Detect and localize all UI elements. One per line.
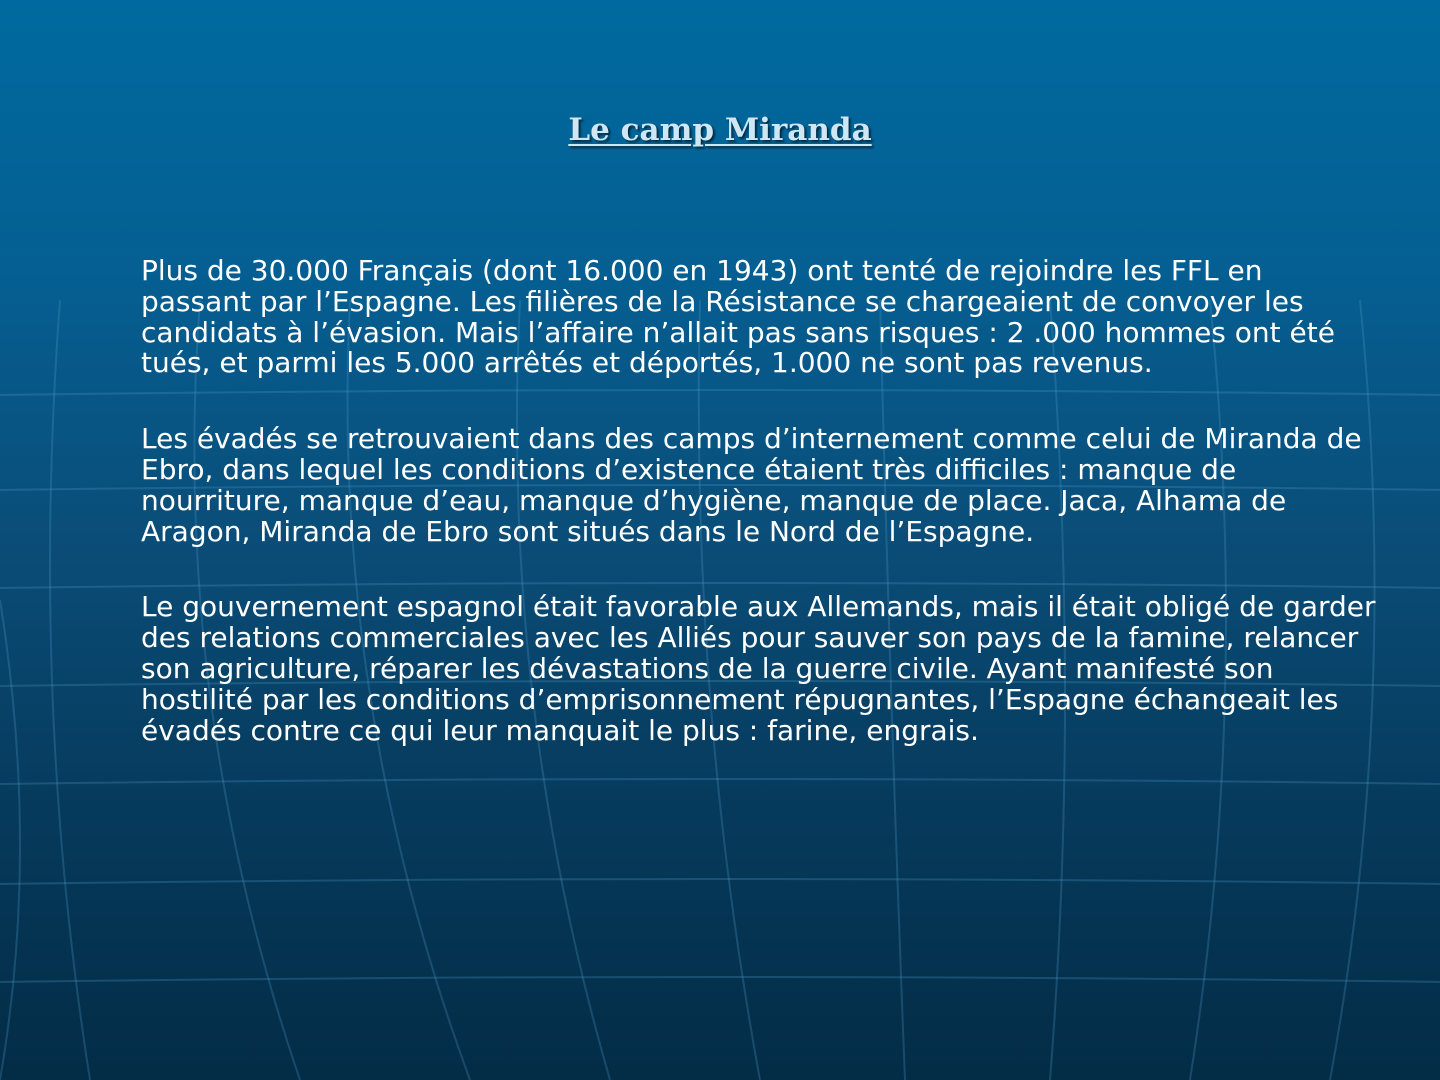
paragraph-spanish-government: Le gouvernement espagnol était favorable aux Allemands, mais il était obligé de garder des relations commerciales avec les Alliés pour sauver son pays de la famine, relancer son agriculture, réparer les dévastations de la guerre civile. Ayant manifesté son hostilité par les conditions d’emprisonnement répugnantes, l’Espagne échangeait les évadés contre ce qui leur manquait le plus : farine, engrais.	[141, 590, 1376, 747]
paragraph-internment-camps: Les évadés se retrouvaient dans des camps d’internement comme celui de Miranda de Ebro, dans lequel les conditions d’existence étaient très difficiles : manque de nourriture, manque d’eau, manque d’hygiène, manque de place. Jaca, Alhama de Aragon, Miranda de Ebro sont situés dans le Nord de l’Espagne.	[141, 422, 1362, 548]
slide-title: Le camp Miranda	[568, 112, 872, 148]
paragraph-escape-routes: Plus de 30.000 Français (dont 16.000 en 1943) ont tenté de rejoindre les FFL en passant par l’Espagne. Les filières de la Résistance se chargeaient de convoyer les candidats à l’évasion. Mais l’affaire n’allait pas sans risques : 2 .000 hommes ont été tués, et parmi les 5.000 arrêtés et déportés, 1.000 ne sont pas revenus.	[141, 254, 1335, 380]
slide-body	[141, 256, 1381, 746]
